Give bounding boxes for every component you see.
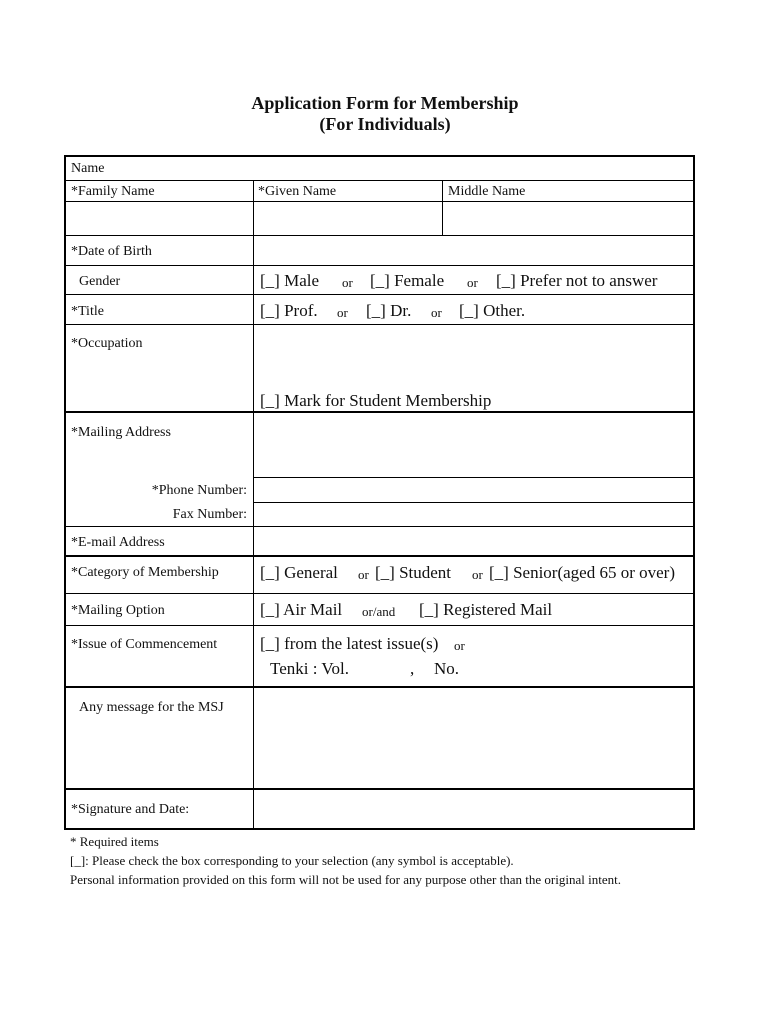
or-text: or xyxy=(342,275,353,290)
message-label: Any message for the MSJ xyxy=(79,700,224,715)
date-of-birth-field[interactable] xyxy=(254,236,693,264)
category-label: *Category of Membership xyxy=(71,565,219,580)
phone-number-field[interactable] xyxy=(254,478,693,501)
signature-label: *Signature and Date: xyxy=(71,802,190,817)
signature-field[interactable] xyxy=(254,790,693,828)
title-other-checkbox[interactable]: [_] Other. xyxy=(459,301,526,320)
tenki-volume-label: Tenki : Vol. xyxy=(270,659,349,678)
or-text: or xyxy=(467,275,478,290)
mailing-option-label: *Mailing Option xyxy=(71,603,165,618)
form-notes xyxy=(70,832,621,889)
or-text: or xyxy=(431,305,442,320)
privacy-note: Personal information provided on this form will not be used for any purpose other than the original intent. xyxy=(70,872,621,887)
category-senior-checkbox[interactable]: [_] Senior(aged 65 or over) xyxy=(489,563,675,582)
issue-latest-checkbox[interactable]: [_] from the latest issue(s) xyxy=(260,634,439,653)
occupation-label: *Occupation xyxy=(71,336,143,351)
title-label: *Title xyxy=(71,304,104,319)
middle-name-label: Middle Name xyxy=(448,184,526,199)
email-field[interactable] xyxy=(254,527,693,554)
gender-prefer-not-checkbox[interactable]: [_] Prefer not to answer xyxy=(496,271,658,290)
given-name-field[interactable] xyxy=(254,202,441,234)
name-label: Name xyxy=(71,161,105,176)
gender-male-checkbox[interactable]: [_] Male xyxy=(260,271,320,290)
category-general-checkbox[interactable]: [_] General xyxy=(260,563,338,582)
category-student-checkbox[interactable]: [_] Student xyxy=(375,563,452,582)
middle-name-field[interactable] xyxy=(443,202,693,234)
family-name-field[interactable] xyxy=(66,202,252,234)
occupation-field[interactable] xyxy=(254,325,693,379)
comma-text: , xyxy=(410,659,415,678)
rule xyxy=(66,593,693,594)
rule xyxy=(66,180,693,181)
mailing-registered-checkbox[interactable]: [_] Registered Mail xyxy=(419,600,553,619)
date-of-birth-label: *Date of Birth xyxy=(71,244,152,259)
given-name-label: *Given Name xyxy=(258,184,337,199)
checkbox-note: [_]: Please check the box corresponding to your selection (any symbol is acceptable). xyxy=(70,853,514,868)
family-name-label: *Family Name xyxy=(71,184,155,199)
membership-form xyxy=(64,155,695,830)
phone-number-label: *Phone Number: xyxy=(151,483,247,498)
rule xyxy=(66,555,693,557)
message-field[interactable] xyxy=(254,688,693,787)
fax-number-field[interactable] xyxy=(254,503,693,525)
student-membership-checkbox[interactable]: [_] Mark for Student Membership xyxy=(260,391,492,410)
gender-female-checkbox[interactable]: [_] Female xyxy=(370,271,445,290)
or-text: or xyxy=(454,638,465,653)
issue-commencement-label: *Issue of Commencement xyxy=(71,637,218,652)
title-dr-checkbox[interactable]: [_] Dr. xyxy=(366,301,412,320)
gender-label: Gender xyxy=(79,274,121,289)
rule xyxy=(66,625,693,626)
mailing-address-label: *Mailing Address xyxy=(71,425,171,440)
rule xyxy=(66,294,693,295)
or-text: or xyxy=(358,567,369,582)
required-note: * Required items xyxy=(70,834,159,849)
mailing-air-checkbox[interactable]: [_] Air Mail xyxy=(260,600,343,619)
email-label: *E-mail Address xyxy=(71,535,165,550)
title-prof-checkbox[interactable]: [_] Prof. xyxy=(260,301,318,320)
mailing-address-field[interactable] xyxy=(254,413,693,476)
rule xyxy=(66,265,693,266)
or-text: or xyxy=(472,567,483,582)
form-subtitle: (For Individuals) xyxy=(319,114,451,134)
form-title: Application Form for Membership xyxy=(251,93,519,113)
tenki-number-label: No. xyxy=(434,659,460,678)
fax-number-label: Fax Number: xyxy=(172,507,247,522)
or-text: or xyxy=(337,305,348,320)
or-and-text: or/and xyxy=(362,604,396,619)
